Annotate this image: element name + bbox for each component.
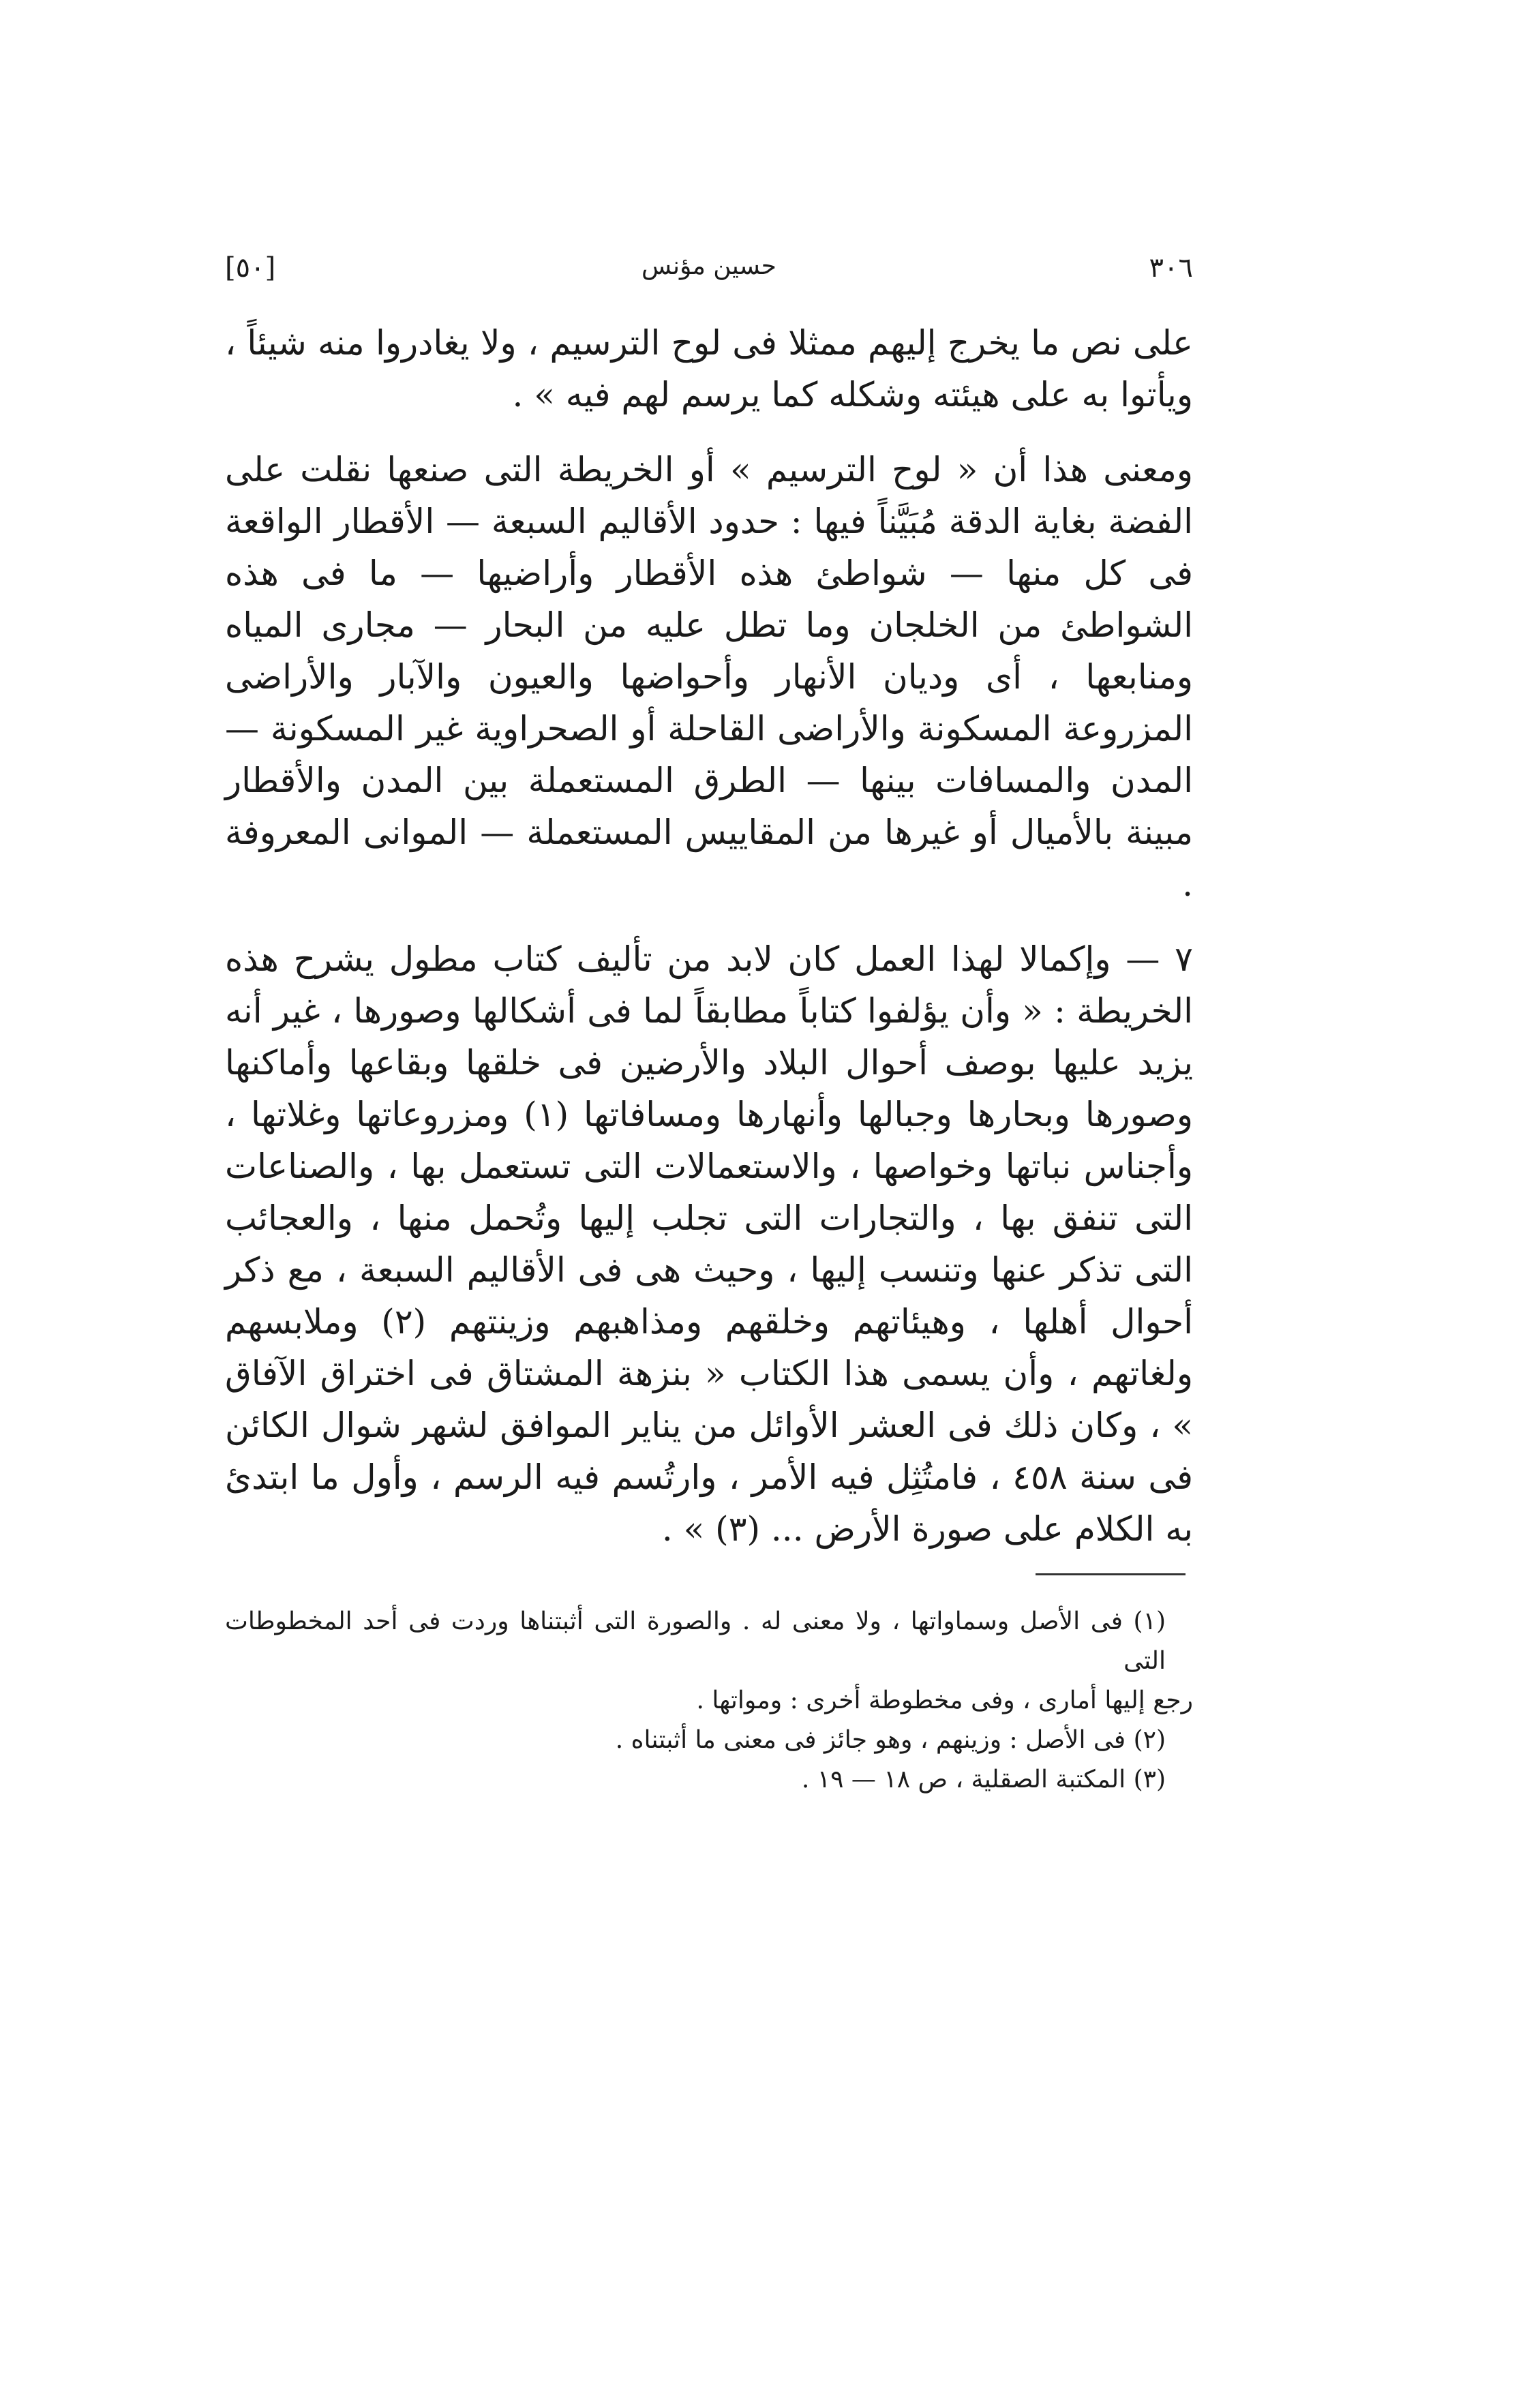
footnote-1-continued: رجع إليها أمارى ، وفى مخطوطة أخرى : ومواتها . <box>696 1686 1193 1714</box>
running-author: حسين مؤنس <box>641 252 776 280</box>
paragraph-1: على نص ما يخرج إليهم ممثلا فى لوح الترسيم ، ولا يغادروا منه شيئاً ، ويأتوا به على هيئته وشكله كما يرسم لهم فيه » . <box>225 323 1193 414</box>
paragraph-2: ومعنى هذا أن « لوح الترسيم » أو الخريطة التى صنعها نقلت على الفضة بغاية الدقة مُبَيَّناً فيها : حدود الأقاليم السبعة — الأقطار الواقعة فى كل منها — شواطئ هذه الأقطار وأراضيها — ما فى هذه الشواطئ من الخلجان وما تطل عليه من البحار — مجارى المياه ومنابعها ، أى وديان الأنهار وأحواضها والعيون والآبار والأراضى المزروعة المسكونة والأراضى القاحلة أو الصحراوية غير المسكونة — المدن والمسافات بينها — الطرق المستعملة بين المدن والأقطار مبينة بالأميال أو غيرها من المقاييس المستعملة — الموانى المعروفة . <box>225 450 1193 904</box>
running-header <box>225 252 1193 300</box>
body-text <box>225 317 1193 1578</box>
footnotes <box>225 1602 1193 1800</box>
page-number: ٣٠٦ <box>1149 252 1193 284</box>
paragraph-3: ٧ — وإكمالا لهذا العمل كان لابد من تأليف كتاب مطول يشرح هذه الخريطة : « وأن يؤلفوا كتاباً مطابقاً لما فى أشكالها وصورها ، غير أنه يزيد عليها بوصف أحوال البلاد والأرضين فى خلقها وبقاعها وأماكنها وصورها وبحارها وجبالها وأنهارها ومسافاتها (١) ومزروعاتها وغلاتها ، وأجناس نباتها وخواصها ، والاستعمالات التى تستعمل بها ، والصناعات التى تنفق بها ، والتجارات التى تجلب إليها وتُحمل منها ، والعجائب التى تذكر عنها وتنسب إليها ، وحيث هى فى الأقاليم السبعة ، مع ذكر أحوال أهلها ، وهيئاتهم وخلقهم ومذاهبهم وزينتهم (٢) وملابسهم ولغاتهم ، وأن يسمى هذا الكتاب « بنزهة المشتاق فى اختراق الآفاق » ، وكان ذلك فى العشر الأوائل من يناير الموافق لشهر شوال الكائن فى سنة ٤٥٨ ، فامتُثِل فيه الأمر ، وارتُسم فيه الرسم ، وأول ما ابتدئ به الكلام على صورة الأرض ... (٣) » . <box>225 939 1194 1549</box>
footnote-1: (١) فى الأصل وسماواتها ، ولا معنى له . والصورة التى أثبتناها وردت فى أحد المخطوطات التى <box>225 1607 1166 1675</box>
footnote-3: (٣) المكتبة الصقلية ، ص ١٨ — ١٩ . <box>801 1766 1166 1793</box>
footnote-2: (٢) فى الأصل : وزينهم ، وهو جائز فى معنى ما أثبتناه . <box>615 1726 1166 1754</box>
section-number: [٥٠] <box>225 252 276 284</box>
footnote-divider <box>1036 1573 1186 1575</box>
